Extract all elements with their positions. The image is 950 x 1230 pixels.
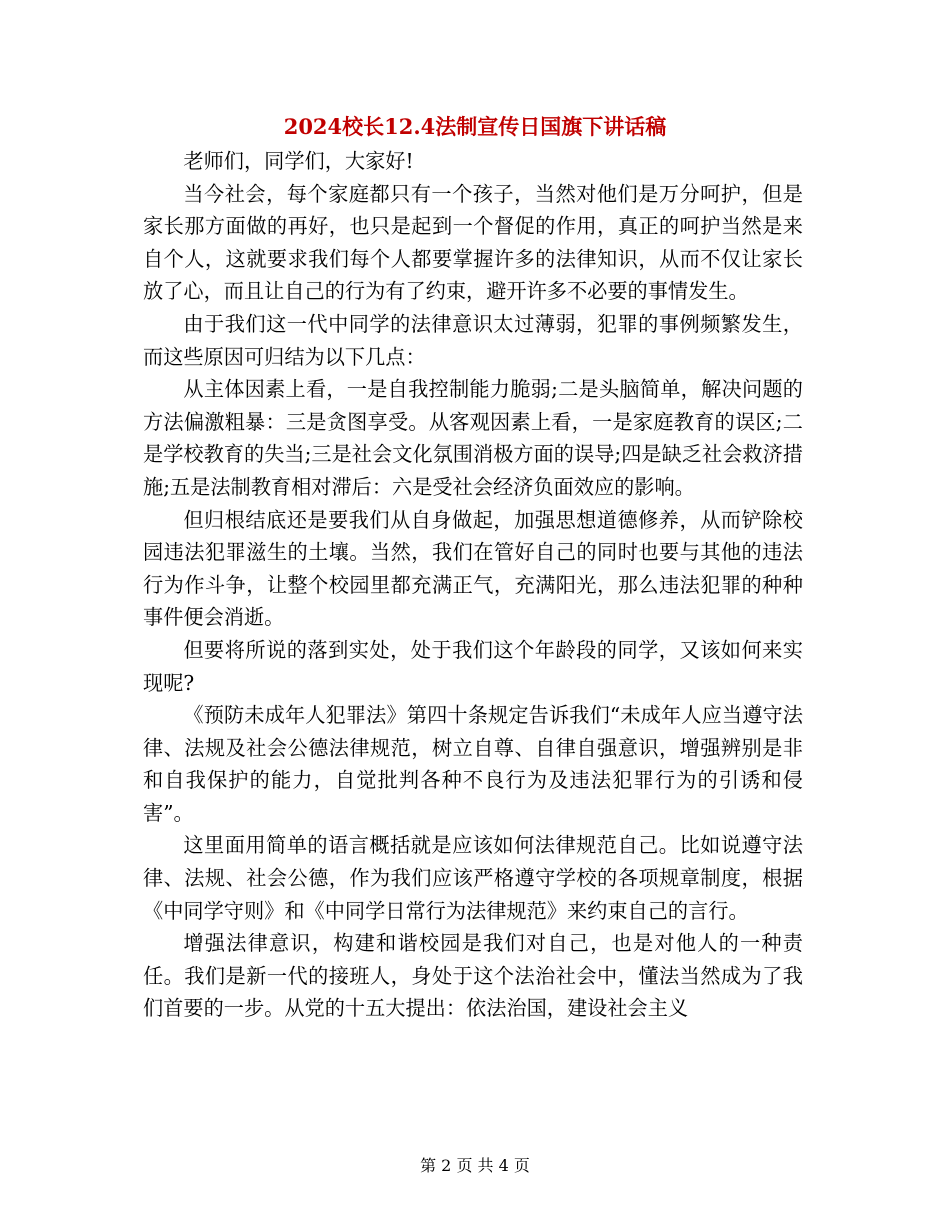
paragraph: 增强法律意识，构建和谐校园是我们对自己，也是对他人的一种责任。我们是新一代的接班人，身处于这个法治社会中，懂法当然成为了我们首要的一步。从党的十五大提出：依法治国，建设社会主义 (143, 931, 803, 1021)
paragraph: 当今社会，每个家庭都只有一个孩子，当然对他们是万分呵护，但是家长那方面做的再好，也只是起到一个督促的作用，真正的呵护当然是来自个人，这就要求我们每个人都要掌握许多的法律知识，从而不仅让家长放了心，而且让自己的行为有了约束，避开许多不必要的事情发生。 (143, 181, 803, 304)
paragraph: 但归根结底还是要我们从自身做起，加强思想道德修养，从而铲除校园违法犯罪滋生的土壤。当然，我们在管好自己的同时也要与其他的违法行为作斗争，让整个校园里都充满正气，充满阳光，那么违法犯罪的种种事件便会消逝。 (143, 507, 803, 630)
paragraph: 但要将所说的落到实处，处于我们这个年龄段的同学，又该如何来实现呢? (143, 637, 803, 695)
paragraph: 《预防未成年人犯罪法》第四十条规定告诉我们“未成年人应当遵守法律、法规及社会公德法律规范，树立自尊、自律自强意识，增强辨别是非和自我保护的能力，自觉批判各种不良行为及违法犯罪行为的引诱和侵害”。 (143, 703, 803, 825)
paragraph: 由于我们这一代中同学的法律意识太过薄弱，犯罪的事例频繁发生，而这些原因可归结为以下几点： (143, 311, 803, 369)
paragraph: 这里面用简单的语言概括就是应该如何法律规范自己。比如说遵守法律、法规、社会公德，作为我们应该严格遵守学校的各项规章制度，根据《中同学守则》和《中同学日常行为法律规范》来约束自己的言行。 (143, 833, 803, 923)
document-title: 2024校长12.4法制宣传日国旗下讲话稿 (283, 114, 667, 139)
paragraph-greeting: 老师们，同学们，大家好! (183, 149, 414, 173)
document-body (143, 145, 803, 1025)
paragraph: 从主体因素上看，一是自我控制能力脆弱;二是头脑简单，解决问题的方法偏激粗暴：三是贪图享受。从客观因素上看，一是家庭教育的误区;二是学校教育的失当;三是社会文化氛围消极方面的误导;四是缺乏社会救济措施;五是法制教育相对滞后：六是受社会经济负面效应的影响。 (143, 377, 803, 499)
page-number-footer: 第 2 页 共 4 页 (420, 1156, 530, 1175)
